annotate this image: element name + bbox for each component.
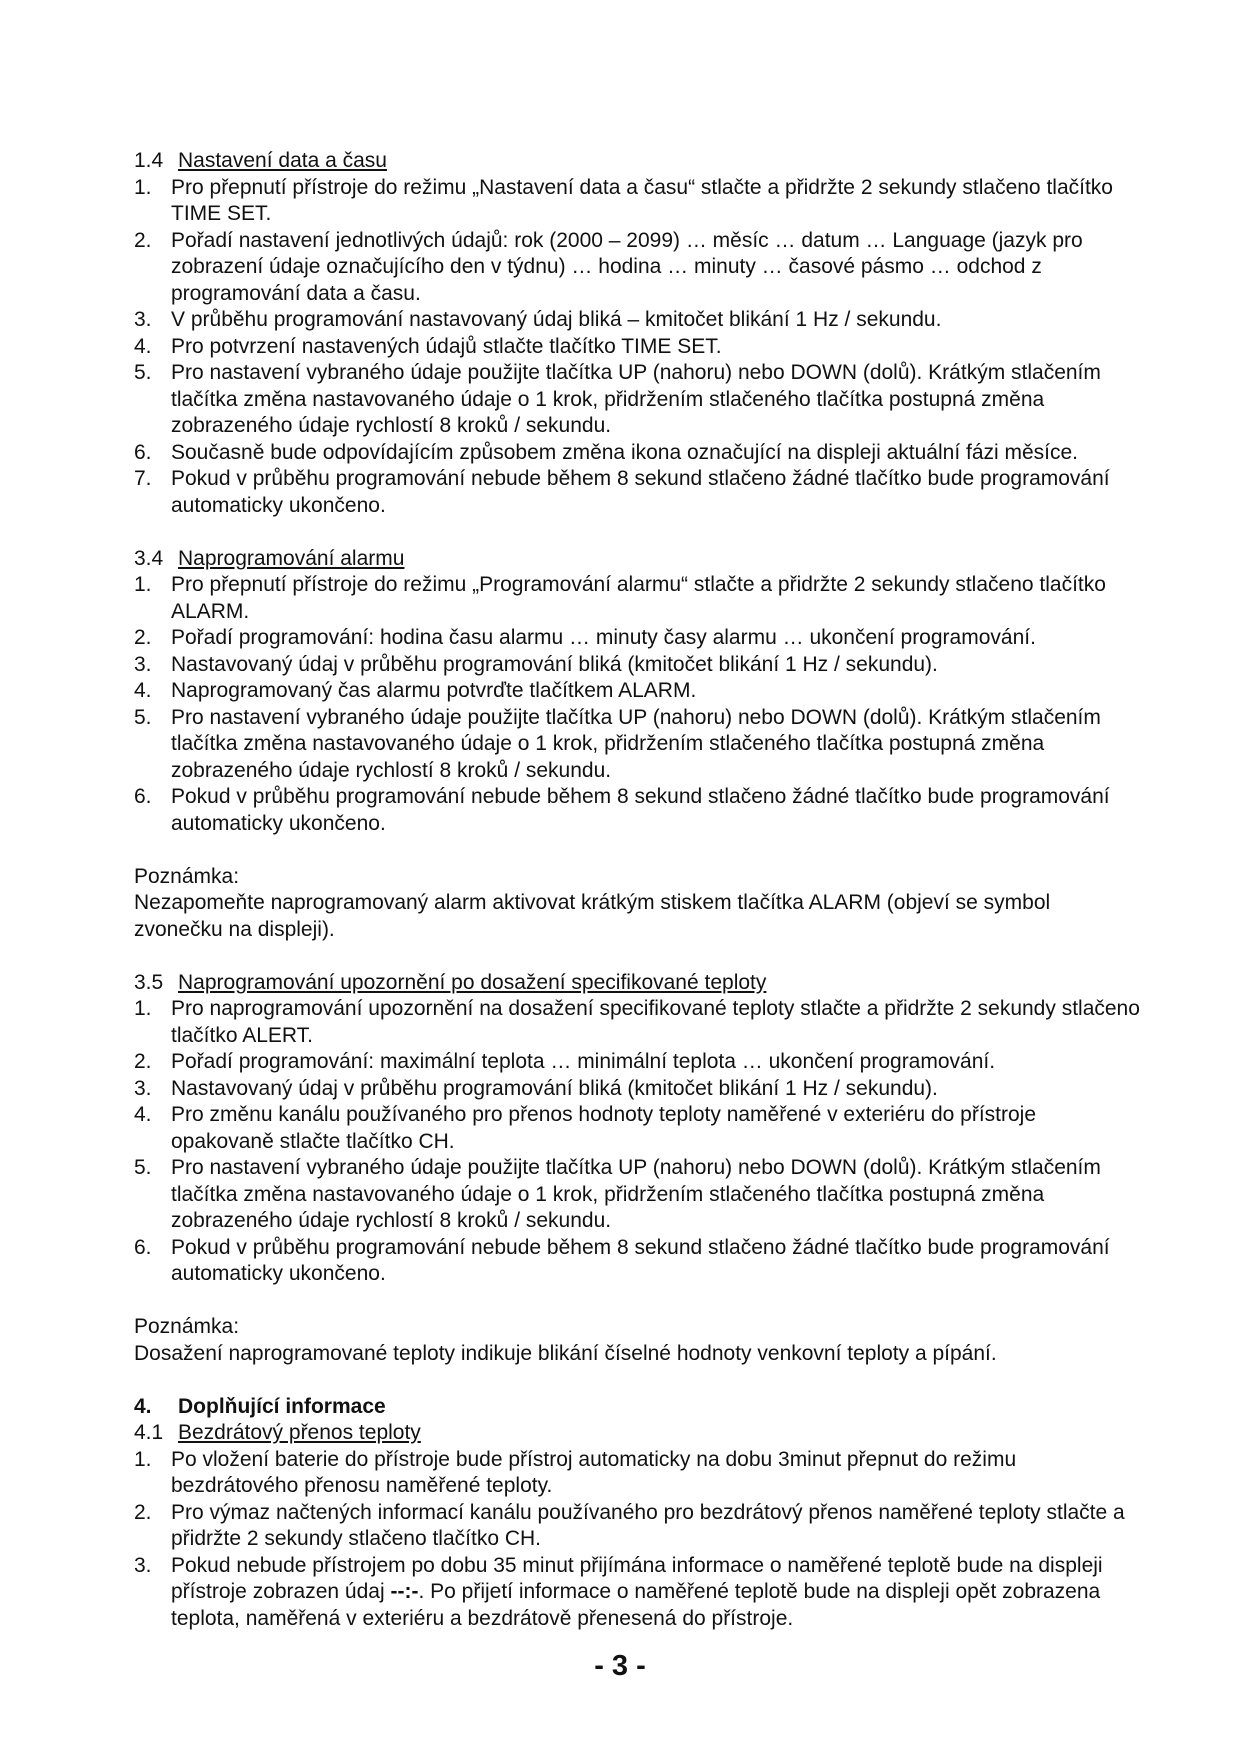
section-heading-3-5: 3.5 Naprogramování upozornění po dosažení specifikované teploty — [134, 970, 767, 994]
section-heading-3-4: 3.4 Naprogramování alarmu — [134, 546, 405, 570]
document-page — [134, 148, 1144, 1632]
steps-list-3-4 — [134, 572, 1144, 837]
section-title: Nastavení data a času — [178, 149, 387, 172]
steps-list-4-1 — [134, 1447, 1144, 1633]
steps-list-3-5 — [134, 996, 1144, 1288]
section-title: Naprogramování alarmu — [178, 546, 405, 570]
list-item: 1. Pro přepnutí přístroje do režimu „Programování alarmu“ stlačte a přidržte 2 sekundy stlačeno tlačítko ALARM. — [134, 573, 1106, 623]
list-item: 2. Pro výmaz načtených informací kanálu používaného pro bezdrátový přenos naměřené teploty stlačte a přidržte 2 sekundy stlačeno tlačítko CH. — [134, 1500, 1125, 1550]
note-label: Poznámka: — [134, 1315, 240, 1338]
list-item: 2. Pořadí programování: maximální teplota … minimální teplota … ukončení programování. — [134, 1050, 996, 1073]
list-item: 3. Nastavovaný údaj v průběhu programování bliká (kmitočet blikání 1 Hz / sekundu). — [134, 652, 938, 676]
list-item: 6. Současně bude odpovídajícím způsobem změna ikona označující na displeji aktuální fázi měsíce. — [134, 440, 1079, 464]
section-title: Naprogramování upozornění po dosažení specifikované teploty — [178, 970, 767, 994]
page-number: - 3 - — [594, 1650, 646, 1682]
note-text: Dosažení naprogramované teploty indikuje blikání číselné hodnoty venkovní teploty a pípání. — [134, 1341, 997, 1365]
list-item: 1. Po vložení baterie do přístroje bude přístroj automaticky na dobu 3minut přepnut do režimu bezdrátového přenosu naměřené teploty. — [134, 1447, 1017, 1497]
list-item: 2. Pořadí nastavení jednotlivých údajů: rok (2000 – 2099) … měsíc … datum … Language (jazyk pro zobrazení údaje označujícího den v týdnu) … hodina … minuty … časové pásmo … odchod z programování data a času. — [134, 228, 1083, 305]
list-item: 5. Pro nastavení vybraného údaje použijte tlačítka UP (nahoru) nebo DOWN (dolů). Krátkým stlačením tlačítka změna nastavovaného údaje o 1 krok, přidržením stlačeného tlačítka postupná změna zobrazeného údaje rychlostí 8 kroků / sekundu. — [134, 1156, 1101, 1232]
list-item: 3. Pokud nebude přístrojem po dobu 35 minut přijímána informace o naměřené teplotě bude na displeji přístroje zobrazen údaj --:-. Po přijetí informace o naměřené teplotě bude na displeji opět zobrazena teplota, naměřená v exteriéru a bezdrátově přenesená do přístroje. — [134, 1553, 1103, 1630]
list-item: 5. Pro nastavení vybraného údaje použijte tlačítka UP (nahoru) nebo DOWN (dolů). Krátkým stlačením tlačítka změna nastavovaného údaje o 1 krok, přidržením stlačeného tlačítka postupná změna zobrazeného údaje rychlostí 8 kroků / sekundu. — [134, 705, 1101, 782]
list-item: 6. Pokud v průběhu programování nebude během 8 sekund stlačeno žádné tlačítko bude programování automaticky ukončeno. — [134, 785, 1110, 835]
section-heading-4-1: 4.1 Bezdrátový přenos teploty — [134, 1421, 421, 1444]
list-item: 3. Nastavovaný údaj v průběhu programování bliká (kmitočet blikání 1 Hz / sekundu). — [134, 1076, 938, 1100]
note-text: Nezapomeňte naprogramovaný alarm aktivovat krátkým stiskem tlačítka ALARM (objeví se symbol zvonečku na displeji). — [134, 891, 1051, 941]
section-heading-1-4: 1.4 Nastavení data a času — [134, 149, 387, 172]
list-item: 3. V průběhu programování nastavovaný údaj bliká – kmitočet blikání 1 Hz / sekundu. — [134, 308, 942, 331]
list-item: 4. Pro potvrzení nastavených údajů stlačte tlačítko TIME SET. — [134, 334, 722, 358]
section-title: Bezdrátový přenos teploty — [178, 1421, 421, 1444]
display-code: --:- — [390, 1580, 419, 1603]
list-item: 6. Pokud v průběhu programování nebude během 8 sekund stlačeno žádné tlačítko bude programování automaticky ukončeno. — [134, 1235, 1110, 1285]
list-item: 4. Naprogramovaný čas alarmu potvrďte tlačítkem ALARM. — [134, 679, 697, 702]
list-item: 1. Pro přepnutí přístroje do režimu „Nastavení data a času“ stlačte a přidržte 2 sekundy stlačeno tlačítko TIME SET. — [134, 175, 1113, 225]
list-item: 2. Pořadí programování: hodina času alarmu … minuty časy alarmu … ukončení programování. — [134, 626, 1036, 649]
list-item: 4. Pro změnu kanálu používaného pro přenos hodnoty teploty naměřené v exteriéru do přístroje opakovaně stlačte tlačítko CH. — [134, 1103, 1037, 1153]
chapter-heading-4: 4. Doplňující informace — [134, 1394, 386, 1418]
list-item: 7. Pokud v průběhu programování nebude během 8 sekund stlačeno žádné tlačítko bude programování automaticky ukončeno. — [134, 467, 1110, 517]
steps-list-1-4 — [134, 175, 1144, 520]
chapter-title: Doplňující informace — [178, 1394, 386, 1418]
list-item: 5. Pro nastavení vybraného údaje použijte tlačítka UP (nahoru) nebo DOWN (dolů). Krátkým stlačením tlačítka změna nastavovaného údaje o 1 krok, přidržením stlačeného tlačítka postupná změna zobrazeného údaje rychlostí 8 kroků / sekundu. — [134, 361, 1101, 437]
note-label: Poznámka: — [134, 864, 240, 888]
list-item: 1. Pro naprogramování upozornění na dosažení specifikované teploty stlačte a přidržte 2 sekundy stlačeno tlačítko ALERT. — [134, 997, 1140, 1047]
